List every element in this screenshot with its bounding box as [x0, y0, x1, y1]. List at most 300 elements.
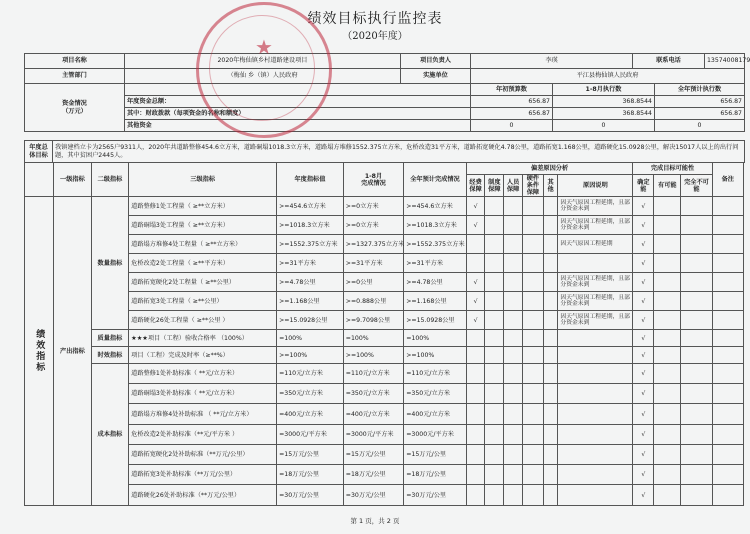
dev-staff-mark: [504, 364, 523, 384]
note-cell: [712, 273, 743, 292]
dev-funding-mark: [466, 465, 485, 485]
dev-system-mark: [485, 404, 504, 425]
col-l3: 三级指标: [129, 163, 277, 197]
funds-row-fiscal-budget: 656.87: [471, 108, 553, 120]
indicator-forecast: >=1018.3立方米: [404, 216, 467, 235]
poss-impossible-mark: [681, 425, 712, 445]
note-cell: [712, 384, 743, 404]
dev-hardware-mark: [522, 311, 543, 330]
col-forecast: 全年预计完成情况: [404, 163, 467, 197]
poss-maybe-mark: [654, 254, 681, 273]
manager-value: 李瑛: [471, 54, 633, 69]
dev-other-mark: [543, 445, 558, 465]
poss-impossible-mark: [681, 273, 712, 292]
indicator-annual: >=1018.3立方米: [277, 216, 344, 235]
dev-system-mark: [485, 292, 504, 311]
group-quantity: 数量指标: [91, 197, 129, 330]
indicator-name: 道路硐塌3处补助标准（ **元/立方米）: [129, 384, 277, 404]
indicator-name: 道路拓宽3处补助标准（**万元/公里）: [129, 465, 277, 485]
dev-staff-mark: [504, 404, 523, 425]
table-row: [25, 445, 744, 465]
dev-hardware-mark: [522, 216, 543, 235]
dev-reason: 因天气原因工程延期，且部分资金未到: [558, 273, 633, 292]
indicator-done: >=31平方米: [343, 254, 403, 273]
dev-system-mark: [485, 485, 504, 506]
indicator-done: =350元/立方米: [343, 384, 403, 404]
indicator-name: 项目（工程）完成及时率（≥**%）: [129, 347, 277, 364]
funds-row-total-forecast: 656.87: [655, 96, 745, 108]
col-possibility: 完成目标可能性: [633, 163, 712, 175]
note-cell: [712, 197, 743, 216]
indicator-done: >=0.888公里: [343, 292, 403, 311]
dev-other-mark: [543, 364, 558, 384]
col-dev-staff: 人员保障: [504, 175, 523, 197]
dev-reason: [558, 384, 633, 404]
dev-system-mark: [485, 197, 504, 216]
dev-staff-mark: [504, 485, 523, 506]
dev-system-mark: [485, 347, 504, 364]
indicator-name: 道路塌方堆修4处工程量（ ≥**立方米）: [129, 235, 277, 254]
note-cell: [712, 292, 743, 311]
table-row: [25, 404, 744, 425]
indicator-annual: =100%: [277, 330, 344, 347]
dev-funding-mark: [466, 364, 485, 384]
poss-impossible-mark: [681, 292, 712, 311]
indicator-done: >=0立方米: [343, 197, 403, 216]
dev-reason: 因天气原因工程延期: [558, 235, 633, 254]
poss-certain-mark: √: [633, 197, 654, 216]
dev-staff-mark: [504, 254, 523, 273]
dev-system-mark: [485, 330, 504, 347]
funds-row-fiscal-exec: 368.8544: [553, 108, 655, 120]
poss-certain-mark: √: [633, 216, 654, 235]
poss-maybe-mark: [654, 465, 681, 485]
dev-hardware-mark: [522, 404, 543, 425]
poss-maybe-mark: [654, 273, 681, 292]
note-cell: [712, 485, 743, 506]
overall-goal-text: 我镇建档立卡为2565户9311人，2020年共道路整修454.6立方米，道路硐塌1018.3立方米，道路塌方堆修1552.375立方米，危桥改造31平方米，道路拓宽硬化4.78公里，道路拓宽1.168公里，道路硬化15.0928公里，解决15017人以上的出行问题，其中贫困户2445人。: [53, 141, 745, 163]
dev-hardware-mark: [522, 330, 543, 347]
col-done: 1-8月 完成情况: [343, 163, 403, 197]
dev-reason: [558, 425, 633, 445]
note-cell: [712, 330, 743, 347]
dev-other-mark: [543, 273, 558, 292]
funds-row-total-budget: 656.87: [471, 96, 553, 108]
dev-other-mark: [543, 330, 558, 347]
note-cell: [712, 364, 743, 384]
project-name-value: 2020年梅仙镇乡村道路建设项目: [125, 54, 401, 69]
indicator-annual: =400元/立方米: [277, 404, 344, 425]
col-note: 备注: [712, 163, 743, 197]
dev-other-mark: [543, 485, 558, 506]
dev-reason: [558, 330, 633, 347]
col-poss-impossible: 完全不可能: [681, 175, 712, 197]
note-cell: [712, 445, 743, 465]
col-l1: 一级指标: [54, 163, 92, 197]
phone-label: 联系电话: [633, 54, 705, 69]
indicator-annual: >=4.78公里: [277, 273, 344, 292]
indicator-done: =30万元/公里: [343, 485, 403, 506]
indicator-done: =15万元/公里: [343, 445, 403, 465]
indicator-name: 道路硐塌3处工程量（ ≥**立方米）: [129, 216, 277, 235]
dev-funding-mark: [466, 425, 485, 445]
dev-staff-mark: [504, 216, 523, 235]
col-deviation: 偏差原因分析: [466, 163, 633, 175]
dev-funding-mark: √: [466, 216, 485, 235]
document-subtitle: （2020年度）: [342, 31, 408, 42]
funds-row-total-label: 年度资金总额：: [125, 96, 471, 108]
dev-system-mark: [485, 425, 504, 445]
poss-impossible-mark: [681, 330, 712, 347]
dev-funding-mark: [466, 384, 485, 404]
poss-maybe-mark: [654, 364, 681, 384]
dev-other-mark: [543, 235, 558, 254]
indicator-forecast: >=15.0928公里: [404, 311, 467, 330]
poss-certain-mark: √: [633, 273, 654, 292]
indicator-annual: >=15.0928公里: [277, 311, 344, 330]
seal-star-icon: ★: [255, 35, 273, 59]
dev-system-mark: [485, 465, 504, 485]
dev-hardware-mark: [522, 465, 543, 485]
table-row: [25, 347, 744, 364]
indicator-done: =100%: [343, 330, 403, 347]
dev-reason: 因天气原因工程延期，且部分资金未到: [558, 216, 633, 235]
indicator-name: 危桥改造2处工程量（ ≥**平方米）: [129, 254, 277, 273]
dev-staff-mark: [504, 465, 523, 485]
funds-row-other-label: 其他资金: [125, 120, 471, 132]
table-row: [25, 330, 744, 347]
dev-system-mark: [485, 273, 504, 292]
funds-row-other-budget: 0: [471, 120, 553, 132]
page-footer: 第 1 页，共 2 页: [350, 517, 400, 525]
dev-hardware-mark: [522, 292, 543, 311]
dev-reason: [558, 254, 633, 273]
poss-certain-mark: √: [633, 292, 654, 311]
dev-staff-mark: [504, 273, 523, 292]
table-row: [25, 216, 744, 235]
dev-other-mark: [543, 216, 558, 235]
dev-hardware-mark: [522, 425, 543, 445]
dev-reason: [558, 485, 633, 506]
poss-maybe-mark: [654, 197, 681, 216]
indicator-annual: =3000元/平方米: [277, 425, 344, 445]
perf-header-blank: [25, 163, 54, 197]
indicator-done: >=0公里: [343, 273, 403, 292]
indicator-name: ★★★项目（工程）验收合格率 （100%）: [129, 330, 277, 347]
indicator-name: 道路硬化26处工程量（ ≥**公里 ）: [129, 311, 277, 330]
funds-col-forecast: 全年预计执行数: [655, 84, 745, 96]
dev-system-mark: [485, 364, 504, 384]
col-dev-funding: 经费保障: [466, 175, 485, 197]
dev-hardware-mark: [522, 485, 543, 506]
indicator-name: 道路拓宽硬化2处工程量（ ≥**公里）: [129, 273, 277, 292]
note-cell: [712, 404, 743, 425]
indicator-forecast: =15万元/公里: [404, 445, 467, 465]
dev-hardware-mark: [522, 254, 543, 273]
poss-impossible-mark: [681, 404, 712, 425]
group-quality: 质量指标: [91, 330, 129, 347]
poss-maybe-mark: [654, 347, 681, 364]
funds-row-total-exec: 368.8544: [553, 96, 655, 108]
indicator-forecast: =18万元/公里: [404, 465, 467, 485]
indicator-forecast: >=1.168公里: [404, 292, 467, 311]
indicator-name: 道路拓宽硬化2处补助标准（**万元/公里）: [129, 445, 277, 465]
funds-blank-header: [125, 84, 471, 96]
output-indicator-label: 产出指标: [54, 197, 92, 506]
table-row: [25, 465, 744, 485]
poss-impossible-mark: [681, 485, 712, 506]
funds-col-exec: 1-8月执行数: [553, 84, 655, 96]
poss-impossible-mark: [681, 254, 712, 273]
indicator-done: =110元/立方米: [343, 364, 403, 384]
dev-staff-mark: [504, 445, 523, 465]
poss-certain-mark: √: [633, 311, 654, 330]
dev-funding-mark: [466, 485, 485, 506]
header-table: [24, 53, 750, 132]
poss-impossible-mark: [681, 311, 712, 330]
group-cost: 成本指标: [91, 364, 129, 506]
funds-row-other-exec: 0: [553, 120, 655, 132]
table-row: [25, 292, 744, 311]
poss-impossible-mark: [681, 364, 712, 384]
group-time: 时效指标: [91, 347, 129, 364]
funds-col-budget: 年初预算数: [471, 84, 553, 96]
poss-certain-mark: √: [633, 425, 654, 445]
indicator-forecast: >=454.6立方米: [404, 197, 467, 216]
indicator-annual: =110元/立方米: [277, 364, 344, 384]
indicator-forecast: =350元/立方米: [404, 384, 467, 404]
dev-hardware-mark: [522, 384, 543, 404]
dev-staff-mark: [504, 311, 523, 330]
indicator-annual: =30万元/公里: [277, 485, 344, 506]
dev-hardware-mark: [522, 445, 543, 465]
indicator-name: 道路塌方堆修4处补助标准 （ **元/立方米）: [129, 404, 277, 425]
note-cell: [712, 347, 743, 364]
indicators-table: [24, 162, 744, 506]
indicator-forecast: >=4.78公里: [404, 273, 467, 292]
poss-impossible-mark: [681, 235, 712, 254]
col-dev-hardware: 硬件条件保障: [522, 175, 543, 197]
poss-certain-mark: √: [633, 364, 654, 384]
poss-certain-mark: √: [633, 235, 654, 254]
col-poss-maybe: 有可能: [654, 175, 681, 197]
dev-system-mark: [485, 254, 504, 273]
indicator-annual: =15万元/公里: [277, 445, 344, 465]
dev-system-mark: [485, 216, 504, 235]
note-cell: [712, 216, 743, 235]
col-annual: 年度指标值: [277, 163, 344, 197]
poss-certain-mark: √: [633, 465, 654, 485]
indicator-forecast: >=1552.375立方米: [404, 235, 467, 254]
dev-staff-mark: [504, 235, 523, 254]
dev-other-mark: [543, 384, 558, 404]
indicator-forecast: =110元/立方米: [404, 364, 467, 384]
dev-hardware-mark: [522, 347, 543, 364]
col-dev-reason: 原因说明: [558, 175, 633, 197]
indicator-done: =18万元/公里: [343, 465, 403, 485]
dev-other-mark: [543, 197, 558, 216]
poss-certain-mark: √: [633, 384, 654, 404]
dev-staff-mark: [504, 197, 523, 216]
table-row: [25, 384, 744, 404]
table-row: [25, 254, 744, 273]
dev-funding-mark: [466, 235, 485, 254]
poss-impossible-mark: [681, 445, 712, 465]
dev-other-mark: [543, 465, 558, 485]
dev-other-mark: [543, 292, 558, 311]
dev-system-mark: [485, 384, 504, 404]
note-cell: [712, 235, 743, 254]
indicator-name: 道路整修1处工程量（ ≥**立方米）: [129, 197, 277, 216]
poss-impossible-mark: [681, 347, 712, 364]
dev-reason: [558, 404, 633, 425]
dev-funding-mark: [466, 330, 485, 347]
indicator-forecast: >=31平方米: [404, 254, 467, 273]
dev-other-mark: [543, 347, 558, 364]
indicator-name: 道路硬化26处补助标准（**万元/公里）: [129, 485, 277, 506]
poss-maybe-mark: [654, 384, 681, 404]
indicator-done: >=100%: [343, 347, 403, 364]
col-poss-certain: 确定能: [633, 175, 654, 197]
funds-row-other-forecast: 0: [655, 120, 745, 132]
indicator-name: 道路整修1处补助标准（ **元/立方米）: [129, 364, 277, 384]
dev-hardware-mark: [522, 273, 543, 292]
poss-maybe-mark: [654, 404, 681, 425]
note-cell: [712, 465, 743, 485]
dev-funding-mark: √: [466, 311, 485, 330]
note-cell: [712, 254, 743, 273]
dev-staff-mark: [504, 425, 523, 445]
poss-impossible-mark: [681, 216, 712, 235]
dev-other-mark: [543, 404, 558, 425]
dev-funding-mark: [466, 347, 485, 364]
dev-staff-mark: [504, 292, 523, 311]
poss-maybe-mark: [654, 425, 681, 445]
table-row: [25, 485, 744, 506]
poss-certain-mark: √: [633, 347, 654, 364]
poss-maybe-mark: [654, 235, 681, 254]
indicator-forecast: =100%: [404, 330, 467, 347]
dev-other-mark: [543, 311, 558, 330]
indicator-done: =3000元/平方米: [343, 425, 403, 445]
poss-certain-mark: √: [633, 445, 654, 465]
dev-reason: 因天气原因工程延期，且部分资金未到: [558, 197, 633, 216]
indicator-annual: >=100%: [277, 347, 344, 364]
indicator-name: 道路拓宽3处工程量（ ≥**公里）: [129, 292, 277, 311]
dev-staff-mark: [504, 347, 523, 364]
manager-label: 项目负责人: [401, 54, 471, 69]
impl-label: 实施单位: [401, 69, 471, 84]
poss-impossible-mark: [681, 197, 712, 216]
indicator-done: >=1327.375立方米: [343, 235, 403, 254]
poss-certain-mark: √: [633, 485, 654, 506]
dev-funding-mark: √: [466, 292, 485, 311]
funds-row-fiscal-forecast: 656.87: [655, 108, 745, 120]
dev-reason: [558, 347, 633, 364]
indicator-annual: =350元/立方米: [277, 384, 344, 404]
poss-impossible-mark: [681, 384, 712, 404]
poss-maybe-mark: [654, 330, 681, 347]
indicator-forecast: =3000元/平方米: [404, 425, 467, 445]
poss-maybe-mark: [654, 216, 681, 235]
dev-funding-mark: [466, 404, 485, 425]
table-row: [25, 311, 744, 330]
funds-label: 资金情况 （万元）: [25, 84, 125, 132]
indicator-annual: >=31平方米: [277, 254, 344, 273]
dev-funding-mark: √: [466, 273, 485, 292]
dev-hardware-mark: [522, 197, 543, 216]
poss-certain-mark: √: [633, 330, 654, 347]
dev-funding-mark: √: [466, 197, 485, 216]
table-row: [25, 197, 744, 216]
indicator-forecast: =400元/立方米: [404, 404, 467, 425]
dev-system-mark: [485, 445, 504, 465]
dev-staff-mark: [504, 330, 523, 347]
dept-value: （梅仙 乡（镇）人民政府: [125, 69, 401, 84]
indicator-annual: =18万元/公里: [277, 465, 344, 485]
indicator-annual: >=1.168公里: [277, 292, 344, 311]
indicator-done: >=9.7098公里: [343, 311, 403, 330]
poss-maybe-mark: [654, 311, 681, 330]
indicator-done: >=0立方米: [343, 216, 403, 235]
indicator-forecast: =30万元/公里: [404, 485, 467, 506]
poss-maybe-mark: [654, 485, 681, 506]
dev-system-mark: [485, 235, 504, 254]
perf-indicator-label: 绩效指标: [25, 197, 54, 506]
table-row: [25, 364, 744, 384]
indicator-annual: >=454.6立方米: [277, 197, 344, 216]
indicator-done: =400元/立方米: [343, 404, 403, 425]
poss-certain-mark: √: [633, 404, 654, 425]
poss-impossible-mark: [681, 465, 712, 485]
poss-maybe-mark: [654, 445, 681, 465]
col-dev-other: 其他: [543, 175, 558, 197]
funds-row-fiscal-label: 其中：财政拨款（每项资金的名称和额度）: [125, 108, 471, 120]
indicator-forecast: >=100%: [404, 347, 467, 364]
overall-goal-table: [24, 140, 745, 163]
col-l2: 二级指标: [91, 163, 129, 197]
table-row: [25, 273, 744, 292]
dev-reason: 因天气原因工程延期，且部分资金未到: [558, 311, 633, 330]
dev-reason: 因天气原因工程延期，且部分资金未到: [558, 292, 633, 311]
dev-funding-mark: [466, 445, 485, 465]
indicator-name: 危桥改造2处补助标准（**元/平方米 ）: [129, 425, 277, 445]
dev-staff-mark: [504, 384, 523, 404]
dev-reason: [558, 445, 633, 465]
impl-value: 平江县梅仙镇人民政府: [471, 69, 745, 84]
table-row: [25, 235, 744, 254]
table-row: [25, 425, 744, 445]
note-cell: [712, 311, 743, 330]
poss-maybe-mark: [654, 292, 681, 311]
dev-hardware-mark: [522, 364, 543, 384]
indicators-body: [25, 197, 744, 506]
dept-label: 主管部门: [25, 69, 125, 84]
indicator-annual: >=1552.375立方米: [277, 235, 344, 254]
document-title: 绩效目标执行监控表: [307, 11, 443, 27]
dev-reason: [558, 364, 633, 384]
overall-goal-label: 年度总体目标: [25, 141, 53, 163]
dev-funding-mark: [466, 254, 485, 273]
dev-reason: [558, 465, 633, 485]
note-cell: [712, 425, 743, 445]
dev-other-mark: [543, 425, 558, 445]
phone-value: 13574008179: [705, 54, 745, 69]
col-dev-system: 制度保障: [485, 175, 504, 197]
dev-hardware-mark: [522, 235, 543, 254]
project-name-label: 项目名称: [25, 54, 125, 69]
dev-other-mark: [543, 254, 558, 273]
